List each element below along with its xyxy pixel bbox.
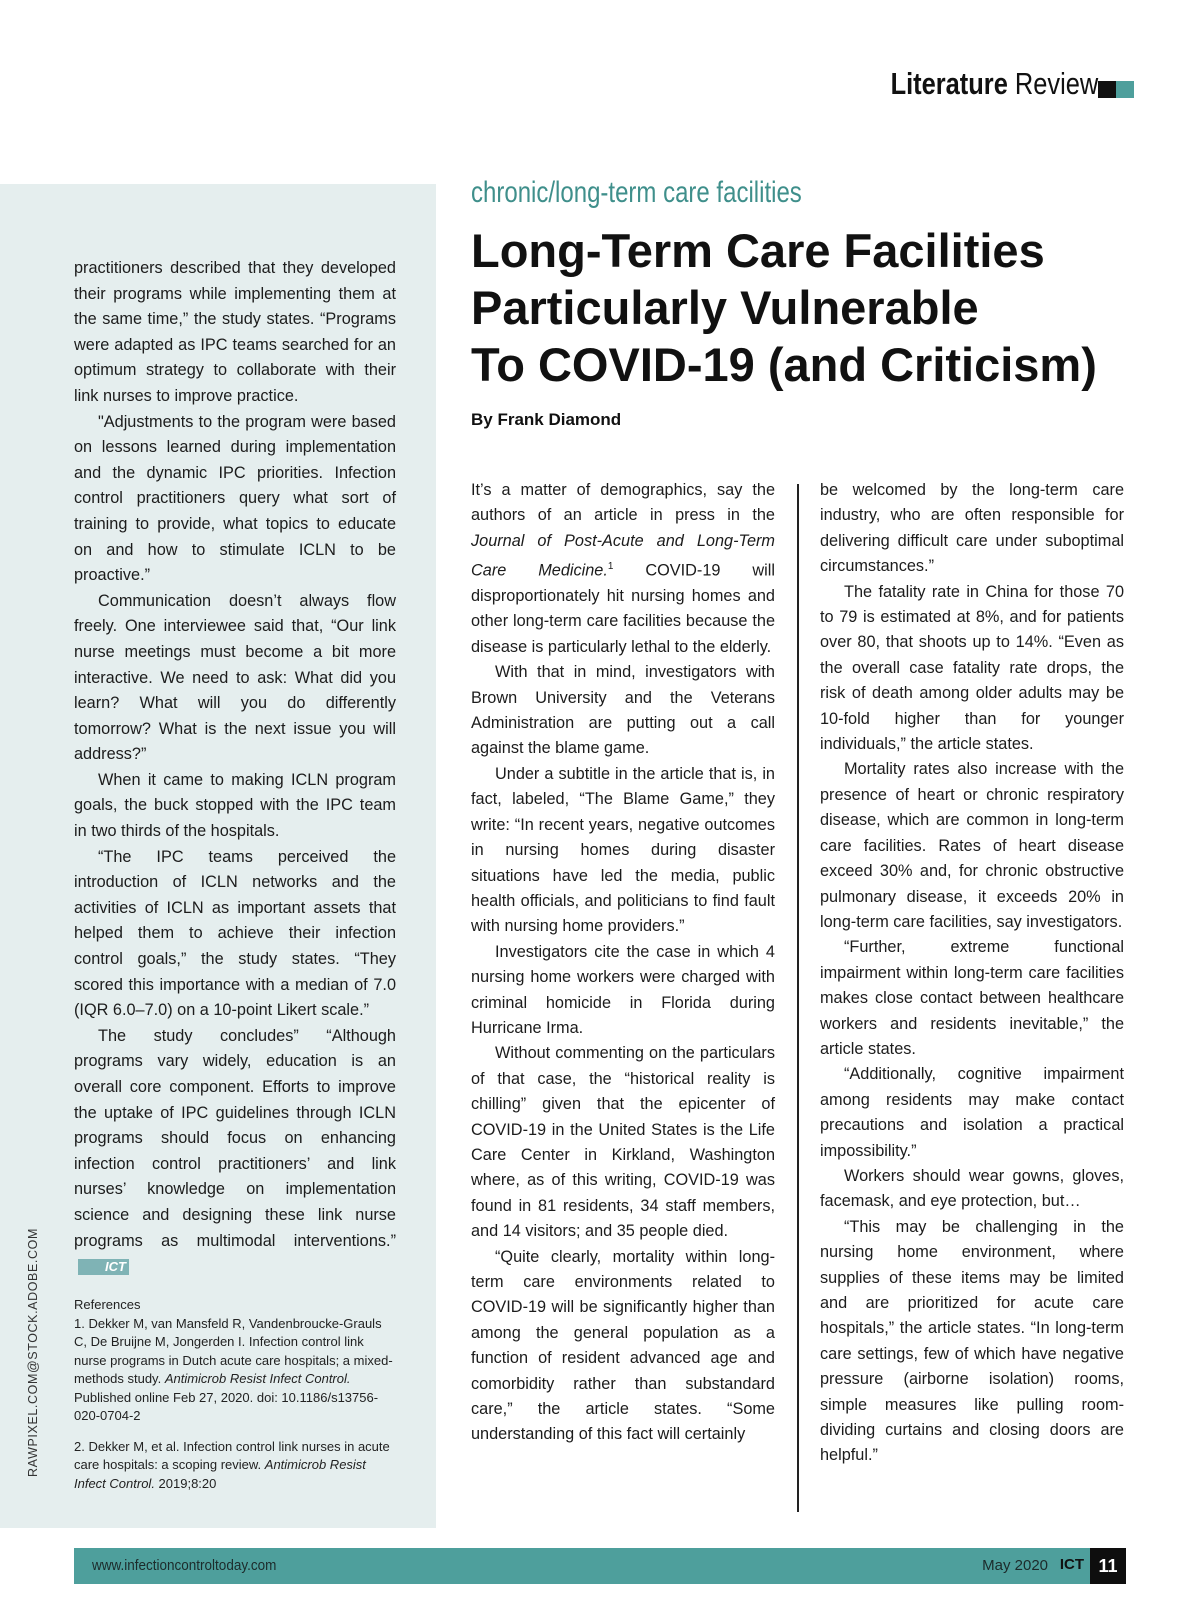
sidebar-paragraph-text: The study concludes” “Although programs vary widely, education is an overall core component. Efforts to improve the uptake of IPC guidelines through ICLN programs should focus on enhancing infection control practitioners’ and link nurses’ knowledge on implementation science and designing these link nurse programs as multimodal interventions.” xyxy=(74,1026,396,1250)
paragraph-text: It’s a matter of demographics, say the authors of an article in press in the xyxy=(471,481,775,525)
sidebar-paragraph: "Adjustments to the program were based on lessons learned during implementation and the dynamic IPC priorities. Infection control practitioners query what sort of training to provide, what topics to educate on and how to stimulate ICLN to be proactive.” xyxy=(74,412,396,585)
sidebar-paragraph: Communication doesn’t always flow freely. One interviewee said that, “Our link nurse meetings must become a bit more interactive. We need to ask: What did you learn? What will you do differently tomorrow? What is the next issue you will address?” xyxy=(74,591,396,764)
reference-text: 1. Dekker M, van Mansfeld R, Vandenbroucke-Grauls C, De Bruijne M, Jongerden I. Infection control link nurse programs in Dutch acute care hospitals; a mixed-methods study. xyxy=(74,1315,393,1386)
reference-text: 2. Dekker M, et al. Infection control link nurses in acute care hospitals: a scoping review. xyxy=(74,1438,390,1472)
section-header-light: Review xyxy=(1014,66,1098,101)
page-number: 11 xyxy=(1098,1556,1118,1576)
article-paragraph: “Additionally, cognitive impairment among residents may make contact precautions and isolation a practical impossibility.” xyxy=(820,1065,1124,1160)
footer-date: May 2020 xyxy=(982,1557,1048,1574)
section-header xyxy=(890,66,1098,102)
references xyxy=(74,1296,396,1505)
sidebar-paragraph-last xyxy=(74,1024,396,1280)
article-paragraph xyxy=(471,478,775,660)
column-divider xyxy=(797,484,799,1512)
article-column-2 xyxy=(820,478,1124,1469)
reference-item xyxy=(74,1438,396,1494)
footer-magazine-logo: ICT xyxy=(1059,1556,1084,1573)
article-paragraph: Without commenting on the particulars of that case, the “historical reality is chilling” given that the epicenter of COVID-19 in the United States is the Life Care Center in Kirkland, Washington where, as of this writing, COVID-19 was found in 81 residents, 34 staff members, and 14 visitors; and 35 people died. xyxy=(471,1044,775,1241)
article-paragraph: With that in mind, investigators with Brown University and the Veterans Administration are putting out a call against the blame game. xyxy=(471,663,775,758)
headline-line: Particularly Vulnerable xyxy=(471,281,979,334)
article-paragraph: The fatality rate in China for those 70 to 79 is estimated at 8%, and for patients over 80, that shoots up to 14%. “Even as the overall case fatality rate drops, the risk of death among older adults may be 10-fold higher than for younger individuals,” the article states. xyxy=(820,582,1124,754)
article-paragraph: “This may be challenging in the nursing home environment, where supplies of these items may be limited and are prioritized for acute care hospitals,” the article states. “In long-term care settings, few of which have negative pressure (airborne isolation) rooms, simple measures like pulling room-dividing curtains and closing doors are helpful.” xyxy=(820,1217,1124,1465)
reference-detail: 2019;8:20 xyxy=(154,1475,217,1491)
footer-url-link[interactable]: www.infectioncontroltoday.com xyxy=(92,1557,277,1574)
sidebar-paragraph: practitioners described that they developed their programs while implementing them at the same time,” the study states. “Programs were adapted as IPC teams searched for an optimum strategy to collaborate with their link nurses to improve practice. xyxy=(74,259,396,405)
article-paragraph: Workers should wear gowns, gloves, facemask, and eye protection, but… xyxy=(820,1166,1124,1211)
paragraph-text: COVID-19 will disproportionately hit nursing homes and other long-term care facilities because the disease is particularly lethal to the elderly. xyxy=(471,561,775,656)
footnote-marker: 1 xyxy=(607,561,614,573)
journal-title: Journal of Post-Acute and Long-Term Care Medicine. xyxy=(471,531,775,580)
reference-journal: Antimicrob Resist Infect Control. xyxy=(74,1457,366,1491)
article-paragraph: Under a subtitle in the article that is, in fact, labeled, “The Blame Game,” they write: “In recent years, negative outcomes in nursing homes during disaster situations have led the media, public health officials, and politicians to find fault with nursing home providers.” xyxy=(471,764,775,936)
headline-line: Long-Term Care Facilities xyxy=(471,224,1045,277)
article-paragraph: Investigators cite the case in which 4 nursing home workers were charged with criminal homicide in Florida during Hurricane Irma. xyxy=(471,942,775,1037)
article-kicker: chronic/long-term care facilities xyxy=(471,176,802,209)
reference-detail: Published online Feb 27, 2020. doi: 10.1186/s13756-020-0704-2 xyxy=(74,1389,379,1423)
sidebar-paragraph: When it came to making ICLN program goals, the buck stopped with the IPC team in two thirds of the hospitals. xyxy=(74,770,396,841)
sidebar-text xyxy=(74,256,396,1280)
sidebar-paragraph: “The IPC teams perceived the introduction of ICLN networks and the activities of ICLN as important assets that helped them to achieve their infection control goals,” the study states. “They scored this importance with a median of 7.0 (IQR 6.0–7.0) on a 10-point Likert scale.” xyxy=(74,847,396,1020)
section-marker-icon xyxy=(1098,81,1134,98)
ict-end-mark-icon: ICT xyxy=(78,1259,129,1275)
section-header-bold: Literature xyxy=(890,66,1008,101)
byline: By Frank Diamond xyxy=(471,410,622,429)
references-title: References xyxy=(74,1297,141,1312)
article-paragraph: Mortality rates also increase with the presence of heart or chronic respiratory disease, which are common in long-term care facilities. Rates of heart disease exceed 30% and, for chronic obstructive pulmonary disease, it exceeds 20% in long-term care facilities, say investigators. xyxy=(820,760,1124,931)
article-paragraph: “Quite clearly, mortality within long-term care environments related to COVID-19 will be significantly higher than among the general population as a function of resident advanced age and comorbidity rather than substandard care,” the article states. “Some understanding of this fact will certainly xyxy=(471,1247,775,1444)
article-column-1 xyxy=(471,478,775,1448)
headline-line: To COVID-19 (and Criticism) xyxy=(471,338,1097,391)
article-paragraph: “Further, extreme functional impairment within long-term care facilities makes close contact between healthcare workers and residents inevitable,” the article states. xyxy=(820,938,1124,1058)
article-paragraph: be welcomed by the long-term care industry, who are often responsible for delivering difficult care under suboptimal circumstances.” xyxy=(820,481,1124,576)
article-headline xyxy=(471,222,1171,393)
photo-credit: RAWPIXEL.COM@STOCK.ADOBE.COM xyxy=(26,1228,40,1477)
reference-item xyxy=(74,1315,396,1426)
reference-journal: Antimicrob Resist Infect Control. xyxy=(164,1371,351,1386)
